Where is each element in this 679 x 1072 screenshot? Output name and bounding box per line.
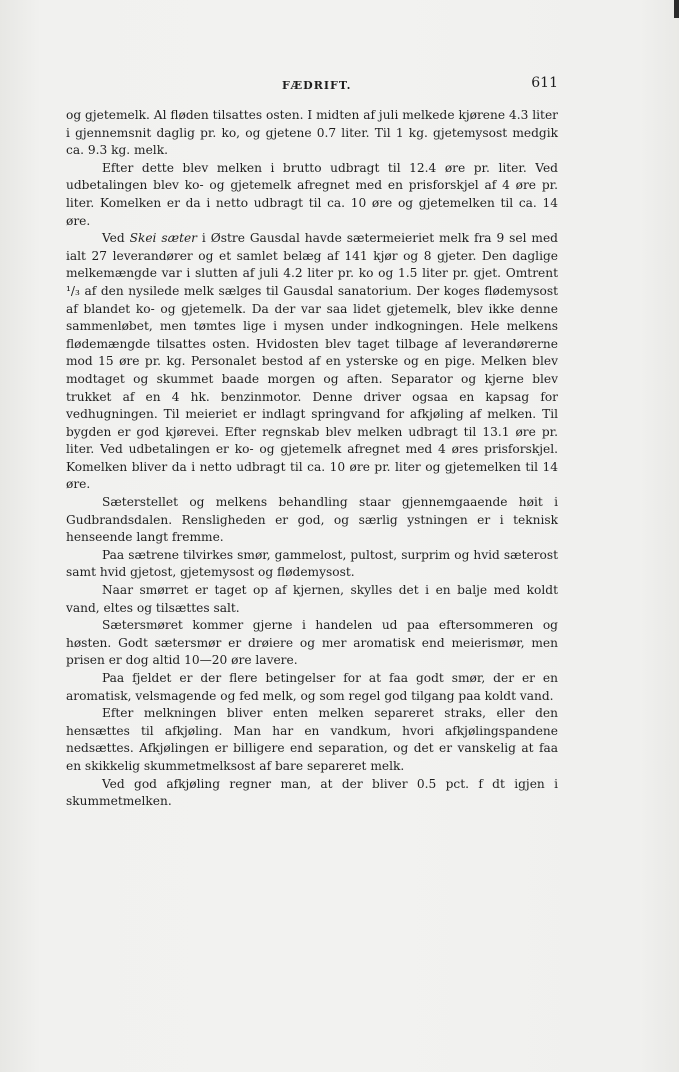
paragraph-7: Sætersmøret kommer gjerne i handelen ud paa eftersommeren og høsten. Godt sætersmør er drøiere og mer aromatisk end meierismør, men prisen er dog altid 10—20 øre lavere. — [66, 618, 558, 668]
paragraph-6: Naar smørret er taget op af kjernen, skylles det i en balje med koldt vand, eltes og tilsættes salt. — [66, 583, 558, 615]
scan-edge-mark — [674, 0, 679, 18]
running-title: FÆDRIFT. — [282, 79, 352, 92]
paragraph-3: Ved Skei sæter i Østre Gausdal havde sætermeieriet melk fra 9 sel med ialt 27 leverandører og et samlet belæg af 141 kjør og 8 gjeter. Den daglige melkemængde var i slutten af juli 4.2 liter pr. ko og 1.5 liter pr. gjet. Omtrent ¹/₃ af den nysilede melk sælges til Gausdal sanatorium. Der koges flødemysost af blandet ko- og gjetemelk. Da der var saa lidet gjetemelk, blev ikke denne sammenløbet, men tømtes lige i mysen under indkogningen. Hele melkens flødemængde tilsattes osten. Hvidosten blev taget tilbage af leverandørerne mod 15 øre pr. kg. Personalet bestod af en ysterske og en pige. Melken blev modtaget og skummet baade morgen og aften. Separator og kjerne blev trukket af en 4 hk. benzinmotor. Denne driver ogsaa en kapsag for vedhugningen. Til meieriet er indlagt springvand for afkjøling af melken. Til bygden er god kjørevei. Efter regnskab blev melken udbragt til 13.1 øre pr. liter. Ved udbetalingen er ko- og gjetemelk afregnet med 4 øres prisforskjel. Komelken bliver da i netto udbragt til ca. 10 øre pr. liter og gjetemelken til 14 øre. — [66, 231, 558, 492]
paragraph-10: Ved god afkjøling regner man, at der bliver 0.5 pct. f dt igjen i skummetmelken. — [66, 776, 558, 809]
page-number: 611 — [531, 75, 558, 91]
running-head — [66, 75, 558, 95]
italic-place-name: Skei sæter — [129, 231, 198, 246]
paragraph-8: Paa fjeldet er der flere betingelser for at faa godt smør, der er en aromatisk, velsmagende og fed melk, og som regel god tilgang paa koldt vand. — [66, 671, 558, 703]
text-block — [66, 107, 558, 811]
paragraph-1: og gjetemelk. Al fløden tilsattes osten. I midten af juli melkede kjørene 4.3 liter i gjennemsnit daglig pr. ko, og gjetene 0.7 liter. Til 1 kg. gjetemysost medgik ca. 9.3 kg. melk. — [66, 108, 558, 158]
paragraph-9: Efter melkningen bliver enten melken separeret straks, eller den hensættes til afkjøling. Man har en vandkum, hvori afkjølingspandene nedsættes. Afkjølingen er billigere end separation, og det er vanskelig at faa en skikkelig skummetmelksost af bare separeret melk. — [66, 706, 558, 773]
paragraph-2: Efter dette blev melken i brutto udbragt til 12.4 øre pr. liter. Ved udbetalingen blev ko- og gjetemelk afregnet med en prisforskjel af 4 øre pr. liter. Komelken er da i netto udbragt til ca. 10 øre og gjetemelken til ca. 14 øre. — [66, 160, 558, 228]
paragraph-4: Sæterstellet og melkens behandling staar gjennemgaaende høit i Gudbrandsdalen. Rensligheden er god, og særlig ystningen er i teknisk henseende langt fremme. — [66, 495, 558, 545]
paragraph-5: Paa sætrene tilvirkes smør, gammelost, pultost, surprim og hvid sæterost samt hvid gjetost, gjetemysost og flødemysost. — [66, 547, 558, 580]
